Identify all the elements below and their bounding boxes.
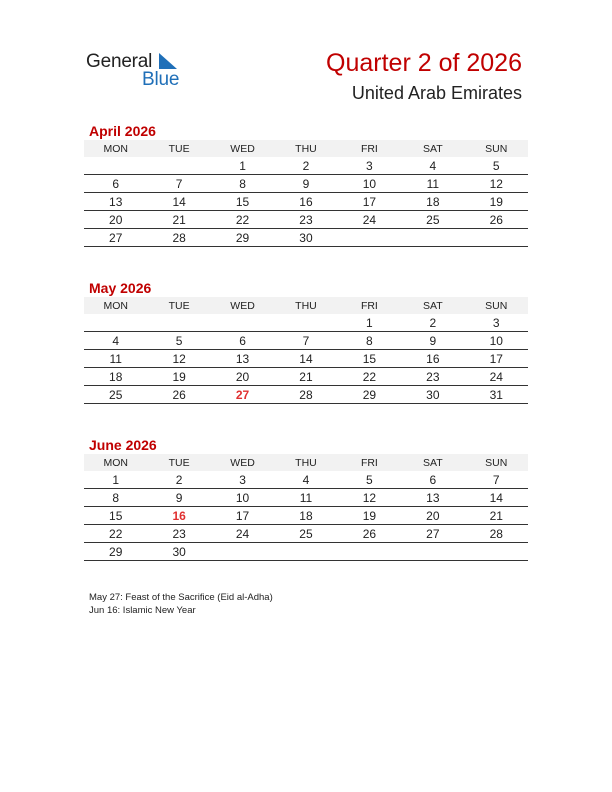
weekday-header: TUE [147,454,210,471]
day-cell: 2 [274,157,337,175]
calendar-grid [84,454,528,561]
day-cell: 27 [211,386,274,404]
month-title: May 2026 [89,280,152,296]
day-cell [401,229,464,247]
calendar-grid [84,297,528,404]
day-cell: 25 [84,386,147,404]
day-cell: 14 [274,350,337,368]
day-cell: 3 [465,314,528,332]
day-cell: 28 [147,229,210,247]
weekday-header: THU [274,297,337,314]
day-cell: 27 [401,525,464,543]
week-row [84,471,528,489]
day-cell: 6 [84,175,147,193]
day-cell: 8 [211,175,274,193]
day-cell: 3 [338,157,401,175]
day-cell: 13 [211,350,274,368]
day-cell: 29 [211,229,274,247]
weekday-header: FRI [338,140,401,157]
day-cell: 24 [338,211,401,229]
month-title: April 2026 [89,123,156,139]
week-row [84,314,528,332]
weekday-header: WED [211,140,274,157]
day-cell: 10 [338,175,401,193]
day-cell [84,314,147,332]
week-row [84,211,528,229]
week-row [84,386,528,404]
holiday-notes [89,591,273,617]
weekday-header: SAT [401,297,464,314]
holiday-note: May 27: Feast of the Sacrifice (Eid al-Adha) [89,592,273,603]
day-cell: 31 [465,386,528,404]
day-cell: 20 [401,507,464,525]
day-cell: 6 [211,332,274,350]
day-cell [211,543,274,561]
month-april [84,122,528,247]
day-cell [338,543,401,561]
weekday-header: MON [84,297,147,314]
month-june [84,436,528,561]
weekday-header: THU [274,454,337,471]
day-cell: 4 [401,157,464,175]
day-cell: 19 [465,193,528,211]
day-cell: 9 [274,175,337,193]
weekday-header: TUE [147,140,210,157]
day-cell: 28 [274,386,337,404]
day-cell: 9 [147,489,210,507]
day-cell [147,157,210,175]
day-cell: 25 [401,211,464,229]
day-cell: 22 [84,525,147,543]
day-cell: 14 [465,489,528,507]
day-cell: 27 [84,229,147,247]
week-row [84,157,528,175]
week-row [84,175,528,193]
day-cell [211,314,274,332]
weekday-header: SAT [401,140,464,157]
day-cell: 29 [84,543,147,561]
day-cell: 21 [465,507,528,525]
country-subtitle: United Arab Emirates [351,83,522,103]
week-row [84,332,528,350]
day-cell: 10 [211,489,274,507]
day-cell [465,543,528,561]
day-cell: 12 [338,489,401,507]
weekday-header: MON [84,454,147,471]
brand-blue-text: Blue [142,69,180,90]
day-cell: 22 [211,211,274,229]
day-cell: 24 [465,368,528,386]
day-cell [338,229,401,247]
day-cell: 4 [274,471,337,489]
day-cell: 4 [84,332,147,350]
day-cell: 6 [401,471,464,489]
day-cell: 19 [147,368,210,386]
weekday-header: TUE [147,297,210,314]
day-cell: 26 [338,525,401,543]
weekday-header: SUN [465,297,528,314]
day-cell: 1 [211,157,274,175]
week-row [84,489,528,507]
day-cell: 26 [147,386,210,404]
day-cell: 5 [465,157,528,175]
day-cell: 23 [401,368,464,386]
day-cell: 16 [401,350,464,368]
weekday-header: SUN [465,454,528,471]
day-cell: 22 [338,368,401,386]
weekday-header: THU [274,140,337,157]
day-cell: 14 [147,193,210,211]
day-cell: 23 [147,525,210,543]
week-row [84,368,528,386]
day-cell: 23 [274,211,337,229]
day-cell: 3 [211,471,274,489]
day-cell: 17 [465,350,528,368]
calendar-grid [84,140,528,247]
day-cell: 20 [211,368,274,386]
day-cell: 5 [338,471,401,489]
month-title: June 2026 [89,437,157,453]
day-cell: 30 [147,543,210,561]
day-cell: 15 [211,193,274,211]
day-cell: 15 [338,350,401,368]
day-cell: 11 [274,489,337,507]
day-cell: 28 [465,525,528,543]
weekday-header: SAT [401,454,464,471]
day-cell [401,543,464,561]
brand-logo [86,51,196,91]
day-cell: 7 [465,471,528,489]
day-cell: 13 [84,193,147,211]
day-cell: 25 [274,525,337,543]
day-cell: 17 [338,193,401,211]
day-cell [274,543,337,561]
weekday-header: WED [211,297,274,314]
day-cell [274,314,337,332]
day-cell: 29 [338,386,401,404]
brand-general-text: General [86,51,153,72]
holiday-note: Jun 16: Islamic New Year [89,605,196,616]
day-cell: 15 [84,507,147,525]
day-cell: 24 [211,525,274,543]
day-cell: 19 [338,507,401,525]
weekday-header: FRI [338,454,401,471]
day-cell: 18 [84,368,147,386]
day-cell: 20 [84,211,147,229]
day-cell: 7 [147,175,210,193]
day-cell: 1 [84,471,147,489]
day-cell: 8 [338,332,401,350]
day-cell: 18 [274,507,337,525]
day-cell: 1 [338,314,401,332]
day-cell: 2 [401,314,464,332]
day-cell [147,314,210,332]
day-cell: 16 [274,193,337,211]
week-row [84,350,528,368]
day-cell: 5 [147,332,210,350]
day-cell [465,229,528,247]
day-cell: 18 [401,193,464,211]
day-cell: 21 [147,211,210,229]
month-may [84,279,528,404]
week-row [84,507,528,525]
flag-icon [159,53,177,69]
day-cell: 13 [401,489,464,507]
week-row [84,543,528,561]
day-cell: 30 [274,229,337,247]
day-cell: 12 [147,350,210,368]
weekday-header: MON [84,140,147,157]
week-row [84,229,528,247]
week-row [84,193,528,211]
page-title: Quarter 2 of 2026 [326,49,522,77]
day-cell: 16 [147,507,210,525]
day-cell: 7 [274,332,337,350]
weekday-header: FRI [338,297,401,314]
day-cell: 30 [401,386,464,404]
day-cell: 11 [401,175,464,193]
weekday-header: SUN [465,140,528,157]
day-cell: 21 [274,368,337,386]
day-cell: 10 [465,332,528,350]
day-cell: 26 [465,211,528,229]
weekday-header: WED [211,454,274,471]
day-cell: 9 [401,332,464,350]
week-row [84,525,528,543]
day-cell [84,157,147,175]
day-cell: 2 [147,471,210,489]
day-cell: 12 [465,175,528,193]
day-cell: 17 [211,507,274,525]
day-cell: 11 [84,350,147,368]
day-cell: 8 [84,489,147,507]
